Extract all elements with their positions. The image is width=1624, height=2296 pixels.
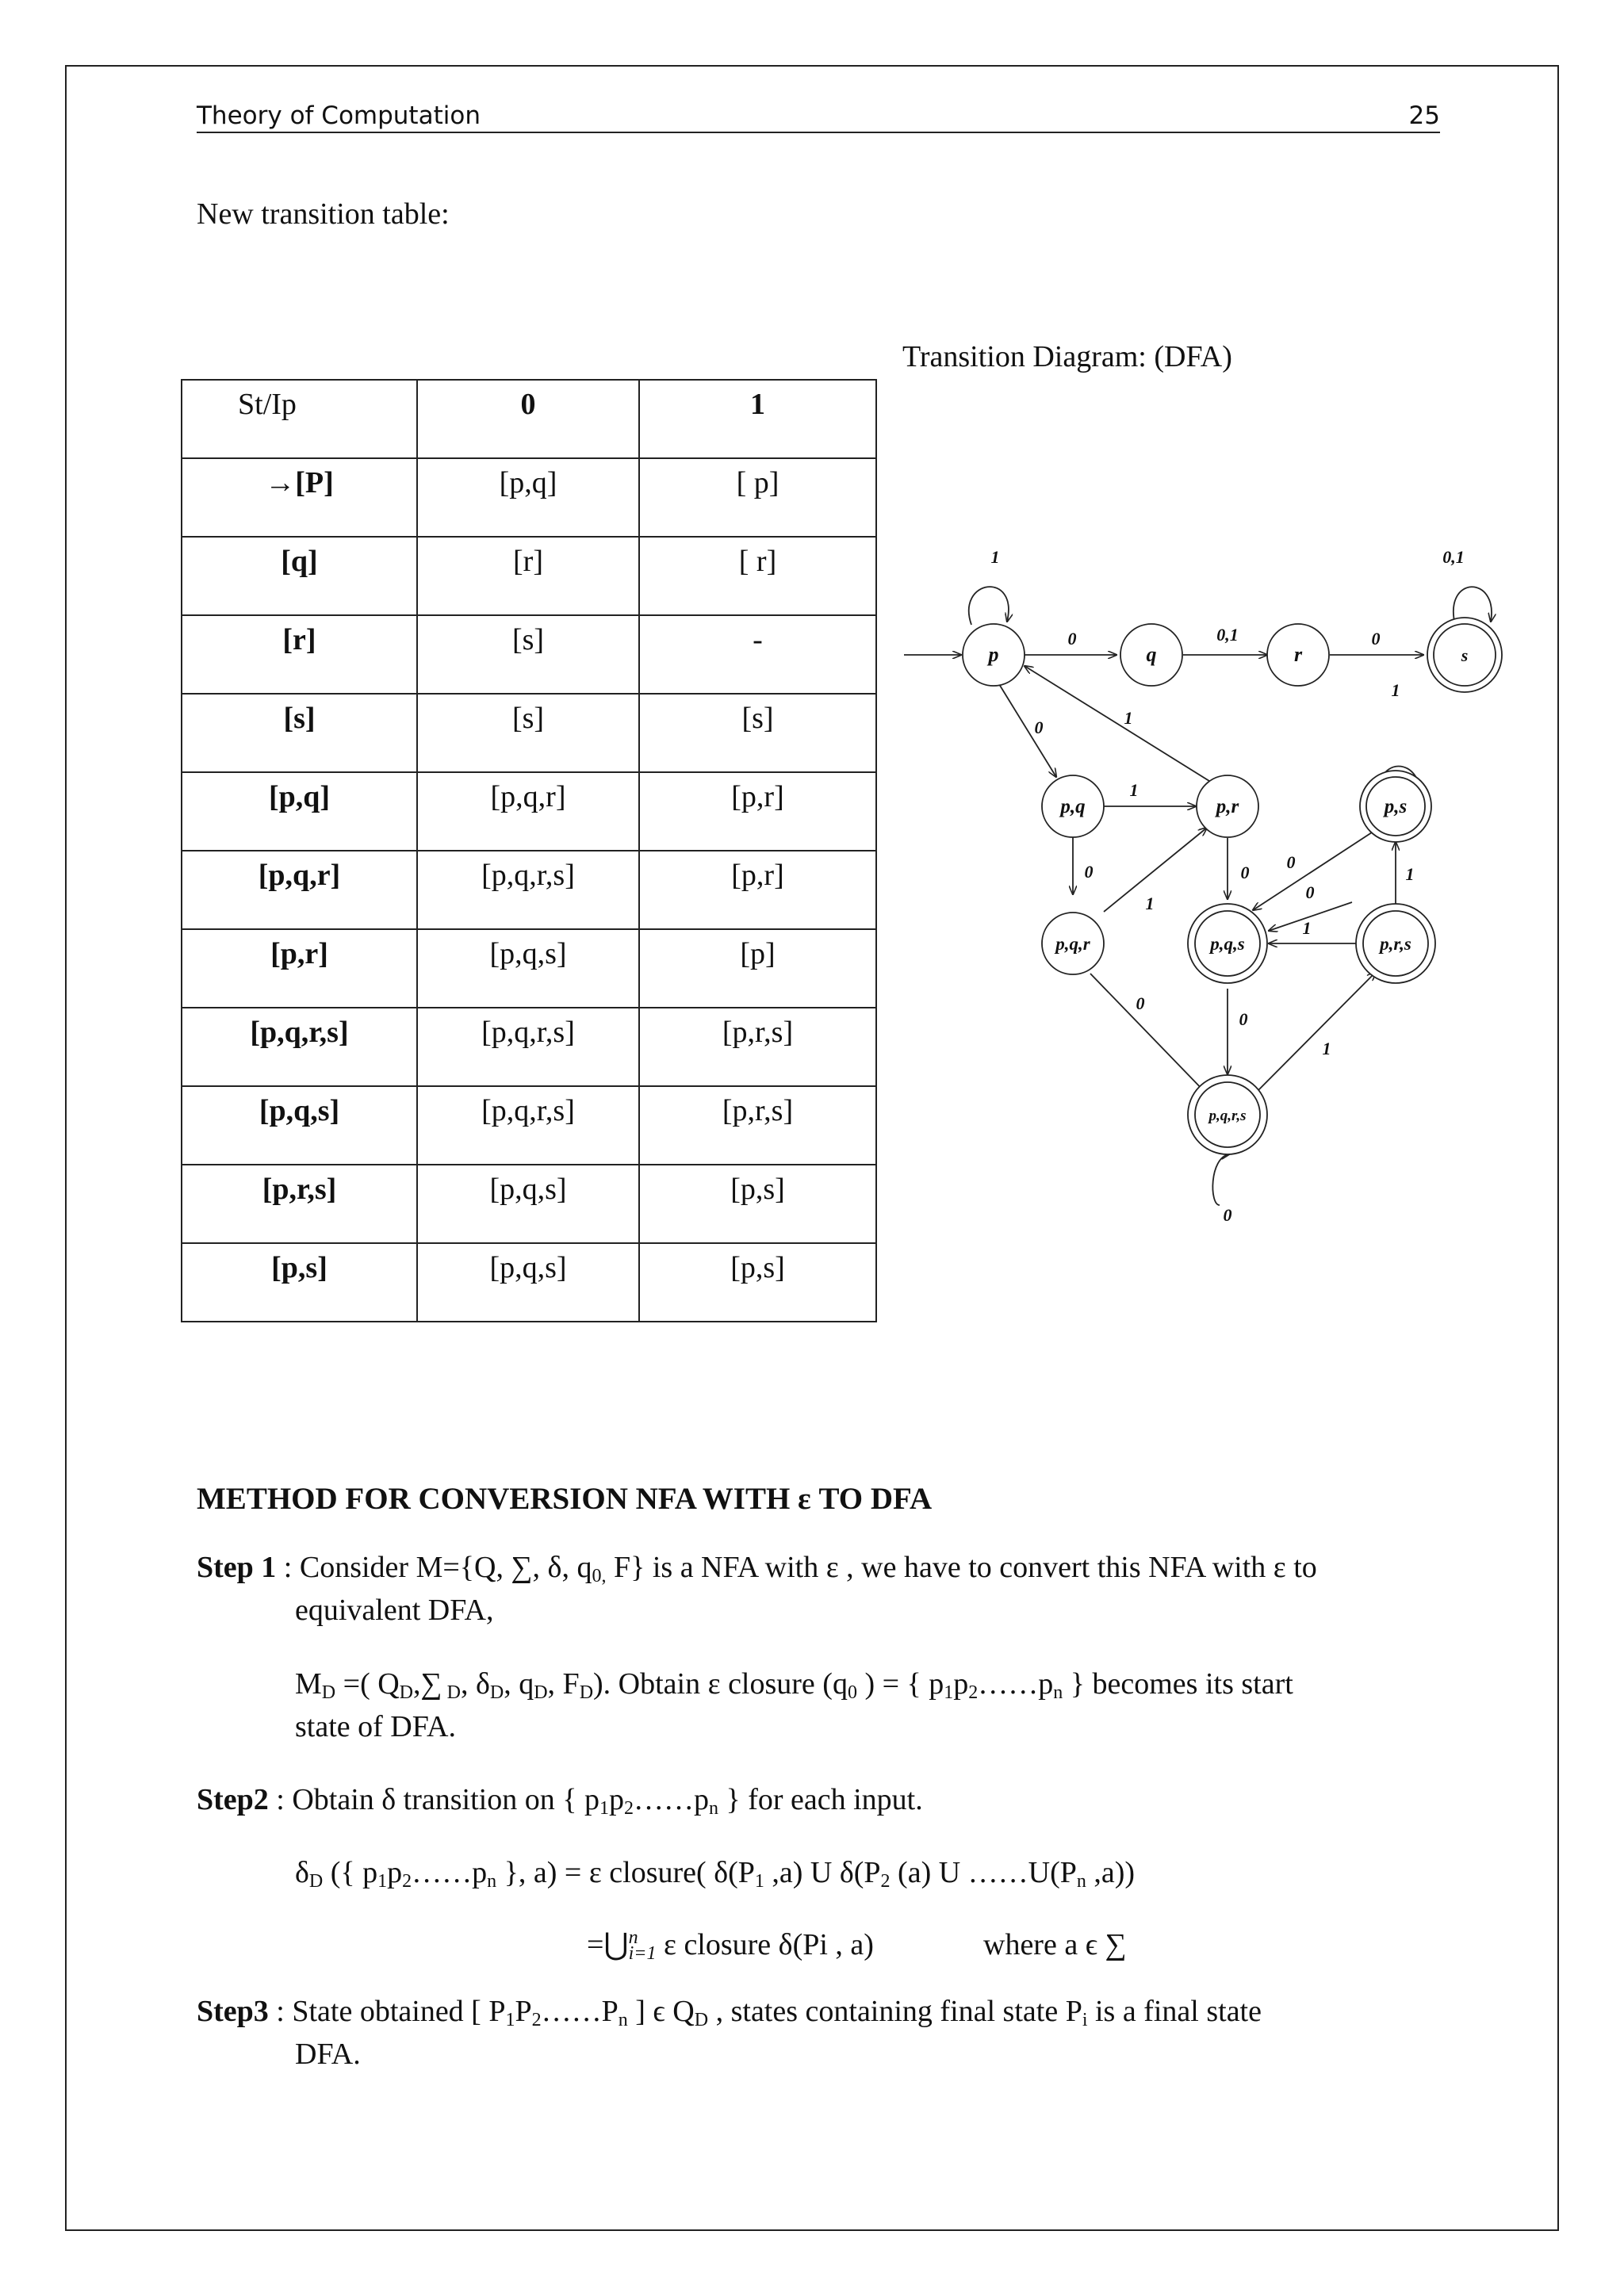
edge-label: 0 xyxy=(1240,863,1250,882)
md-text: =( Q xyxy=(335,1667,400,1701)
table-cell: [p,q,r,s] xyxy=(182,1008,417,1086)
eq1-text: ……p xyxy=(412,1856,488,1889)
state-label: p,q,s xyxy=(1210,934,1245,954)
md-definition-line2: state of DFA. xyxy=(295,1710,456,1743)
edge-pqr-pqrs xyxy=(1090,974,1207,1094)
state-label: q xyxy=(1146,643,1157,666)
step3-text: ……P xyxy=(541,1995,619,2028)
edge-label: 0 xyxy=(1223,1205,1232,1225)
equation-1 xyxy=(295,1851,1135,1894)
edge-p-pq xyxy=(999,684,1056,777)
table-row xyxy=(182,1165,876,1243)
table-cell: [p,q,r,s] xyxy=(417,851,639,929)
step1-label: Step 1 xyxy=(197,1551,277,1584)
edge-label: 0 xyxy=(1067,629,1077,649)
md-text: , δ xyxy=(460,1667,490,1701)
step3-text: : State obtained [ P xyxy=(268,1995,506,2028)
state-label: p,q,r xyxy=(1055,934,1090,954)
table-row xyxy=(182,851,876,929)
step2-sub: n xyxy=(708,1798,718,1819)
eq1-sub: n xyxy=(487,1871,497,1892)
table-cell: [p,q,r,s] xyxy=(417,1086,639,1165)
table-row xyxy=(182,1243,876,1322)
step3-text: is a final state xyxy=(1087,1995,1262,2028)
section-heading: METHOD FOR CONVERSION NFA WITH ε TO DFA xyxy=(197,1482,933,1516)
table-cell: [p,q] xyxy=(417,458,639,537)
table-cell: [p,r] xyxy=(639,851,876,929)
table-header-row xyxy=(182,380,876,458)
step3-sub: 1 xyxy=(505,2010,515,2030)
md-text: ). Obtain ε closure (q xyxy=(593,1667,848,1701)
eq1-text: ({ p xyxy=(323,1856,378,1889)
md-sub: D xyxy=(399,1682,414,1703)
table-cell: [p,r,s] xyxy=(639,1086,876,1165)
edge-label: 1 xyxy=(990,547,1000,567)
step2-line xyxy=(197,1778,923,1821)
table-cell: [s] xyxy=(182,694,417,772)
eq1-sub: 2 xyxy=(880,1871,891,1892)
table-cell: [p,s] xyxy=(182,1243,417,1322)
step2-text: } for each input. xyxy=(718,1783,923,1816)
md-text: , q xyxy=(504,1667,534,1701)
table-cell: [r] xyxy=(417,537,639,615)
step2-sub: 2 xyxy=(623,1798,634,1819)
step1-line2: equivalent DFA, xyxy=(295,1594,494,1627)
table-header-cell: St/Ip xyxy=(182,380,417,458)
table-cell: [p,q,s] xyxy=(417,929,639,1008)
table-cell: [p] xyxy=(639,929,876,1008)
eq1-text: δ xyxy=(295,1856,309,1889)
edge-label: 1 xyxy=(1124,708,1133,728)
state-label: p,s xyxy=(1384,796,1408,817)
step3-sub: i xyxy=(1082,2010,1088,2030)
md-sub: 0 xyxy=(847,1682,857,1703)
state-label: s xyxy=(1461,645,1469,665)
eq2-sub: i=1 xyxy=(628,1943,657,1964)
md-sub: D xyxy=(489,1682,504,1703)
step1-sub: 0, xyxy=(592,1566,607,1586)
eq1-sub: 2 xyxy=(402,1871,412,1892)
step3-label: Step3 xyxy=(197,1995,269,2028)
table-row xyxy=(182,1086,876,1165)
eq1-text: (a) U ……U(P xyxy=(890,1856,1077,1889)
state-label: p,r,s xyxy=(1380,934,1411,954)
page-number: 25 xyxy=(1408,101,1440,130)
step2-label: Step2 xyxy=(197,1783,269,1816)
table-row xyxy=(182,537,876,615)
md-definition-line1 xyxy=(295,1663,1293,1705)
step2-sub: 1 xyxy=(599,1798,609,1819)
table-cell: [p,q,r] xyxy=(182,851,417,929)
md-sub: D xyxy=(534,1682,548,1703)
table-cell: [r] xyxy=(182,615,417,694)
edge-label: 0 xyxy=(1305,882,1315,902)
eq1-sub: 1 xyxy=(377,1871,388,1892)
step1-text: : Consider M={Q, ∑, δ, q xyxy=(276,1551,592,1584)
md-sub: 1 xyxy=(944,1682,954,1703)
step3-text: , states containing final state P xyxy=(708,1995,1082,2028)
step3-sub: D xyxy=(694,2010,709,2030)
table-cell: - xyxy=(639,615,876,694)
table-cell: [p,r] xyxy=(639,772,876,851)
table-cell: [s] xyxy=(417,615,639,694)
edge-pqrs-prs xyxy=(1254,972,1376,1094)
eq1-sub: D xyxy=(308,1871,324,1892)
step3-sub: n xyxy=(618,2010,628,2030)
table-cell: →[P] xyxy=(182,458,417,537)
eq1-sub: 1 xyxy=(754,1871,764,1892)
edge-label: 0 xyxy=(1084,862,1094,882)
table-row xyxy=(182,694,876,772)
table-row xyxy=(182,615,876,694)
dfa-transition-diagram xyxy=(896,515,1546,1245)
step2-text: p xyxy=(608,1783,624,1816)
edge-pqr-pr xyxy=(1104,828,1207,912)
edge-label: 1 xyxy=(1391,680,1400,700)
edge-pr-p xyxy=(1025,666,1216,785)
table-cell: [p,s] xyxy=(639,1165,876,1243)
edge-label: 0,1 xyxy=(1442,547,1465,567)
transition-table xyxy=(181,379,877,1322)
equation-2-condition: where a ϵ ∑ xyxy=(983,1928,1127,1961)
eq2-text: ε closure δ(Pi , a) xyxy=(656,1928,874,1961)
step1-text: F} is a NFA with ε , we have to convert this NFA with ε to xyxy=(606,1551,1317,1584)
table-cell: [p,q,s] xyxy=(417,1165,639,1243)
table-cell: [q] xyxy=(182,537,417,615)
p-self-loop xyxy=(969,587,1009,625)
table-cell: [p,r] xyxy=(182,929,417,1008)
step3-text: P xyxy=(515,1995,532,2028)
step3-line2: DFA. xyxy=(295,2038,361,2071)
eq2-union: =⋃ xyxy=(587,1928,629,1961)
edge-label: 1 xyxy=(1405,864,1415,884)
state-label: r xyxy=(1293,643,1303,666)
eq1-text: p xyxy=(387,1856,403,1889)
md-text: ,∑ xyxy=(413,1667,442,1701)
diagram-caption: Transition Diagram: (DFA) xyxy=(902,340,1232,373)
table-cell: [ r] xyxy=(639,537,876,615)
md-sub: D xyxy=(442,1682,461,1703)
table-row xyxy=(182,1008,876,1086)
table-caption: New transition table: xyxy=(197,197,450,231)
step3-sub: 2 xyxy=(531,2010,542,2030)
edge-label: 0 xyxy=(1239,1009,1248,1029)
eq1-text: ,a) U δ(P xyxy=(764,1856,881,1889)
step2-text: ……p xyxy=(633,1783,709,1816)
table-header-cell: 1 xyxy=(639,380,876,458)
edge-label: 0 xyxy=(1034,718,1044,737)
equation-2 xyxy=(587,1923,874,1966)
step2-text: : Obtain δ transition on { p xyxy=(268,1783,599,1816)
edge-label: 0,1 xyxy=(1216,625,1239,645)
md-sub: n xyxy=(1053,1682,1063,1703)
table-cell: [s] xyxy=(639,694,876,772)
table-cell: [p,q,s] xyxy=(417,1243,639,1322)
table-cell: [p,r,s] xyxy=(639,1008,876,1086)
table-cell: [s] xyxy=(417,694,639,772)
table-header-cell: 0 xyxy=(417,380,639,458)
pqrs-self-loop xyxy=(1212,1154,1229,1205)
md-sub: D xyxy=(321,1682,336,1703)
md-sub: D xyxy=(579,1682,594,1703)
edge-label: 0 xyxy=(1286,852,1296,872)
edge-label: 1 xyxy=(1322,1039,1331,1058)
table-cell: [p,q,r,s] xyxy=(417,1008,639,1086)
table-row xyxy=(182,929,876,1008)
header-title: Theory of Computation xyxy=(197,101,481,130)
edge-label: 0 xyxy=(1136,993,1145,1013)
state-label: p xyxy=(988,643,999,666)
md-text: ……p xyxy=(978,1667,1054,1701)
edge-label: 1 xyxy=(1129,780,1139,800)
edge-label: 1 xyxy=(1145,894,1155,913)
edge-label: 1 xyxy=(1302,918,1312,938)
table-cell: [ p] xyxy=(639,458,876,537)
table-cell: [p,q,r] xyxy=(417,772,639,851)
table-row xyxy=(182,458,876,537)
eq1-sub: n xyxy=(1076,1871,1086,1892)
table-cell: [p,q] xyxy=(182,772,417,851)
page-header xyxy=(197,98,1440,133)
step3-line1 xyxy=(197,1990,1262,2033)
table-cell: [p,q,s] xyxy=(182,1086,417,1165)
md-sub: 2 xyxy=(968,1682,979,1703)
state-label: p,q,r,s xyxy=(1208,1108,1247,1124)
md-text: } becomes its start xyxy=(1063,1667,1293,1701)
table-row xyxy=(182,772,876,851)
state-label: p,q xyxy=(1060,796,1086,817)
table-cell: [p,r,s] xyxy=(182,1165,417,1243)
md-text: , F xyxy=(547,1667,580,1701)
eq1-text: ,a)) xyxy=(1086,1856,1136,1889)
eq1-text: }, a) = ε closure( δ(P xyxy=(496,1856,755,1889)
md-text: p xyxy=(953,1667,969,1701)
md-text: M xyxy=(295,1667,322,1701)
step3-text: ] ϵ Q xyxy=(627,1995,695,2028)
step1-line1 xyxy=(197,1546,1317,1589)
eq2-sup: n xyxy=(628,1927,638,1948)
table-cell: [p,s] xyxy=(639,1243,876,1322)
md-text: ) = { p xyxy=(856,1667,944,1701)
state-label: p,r xyxy=(1216,796,1239,817)
edge-label: 0 xyxy=(1371,629,1381,649)
